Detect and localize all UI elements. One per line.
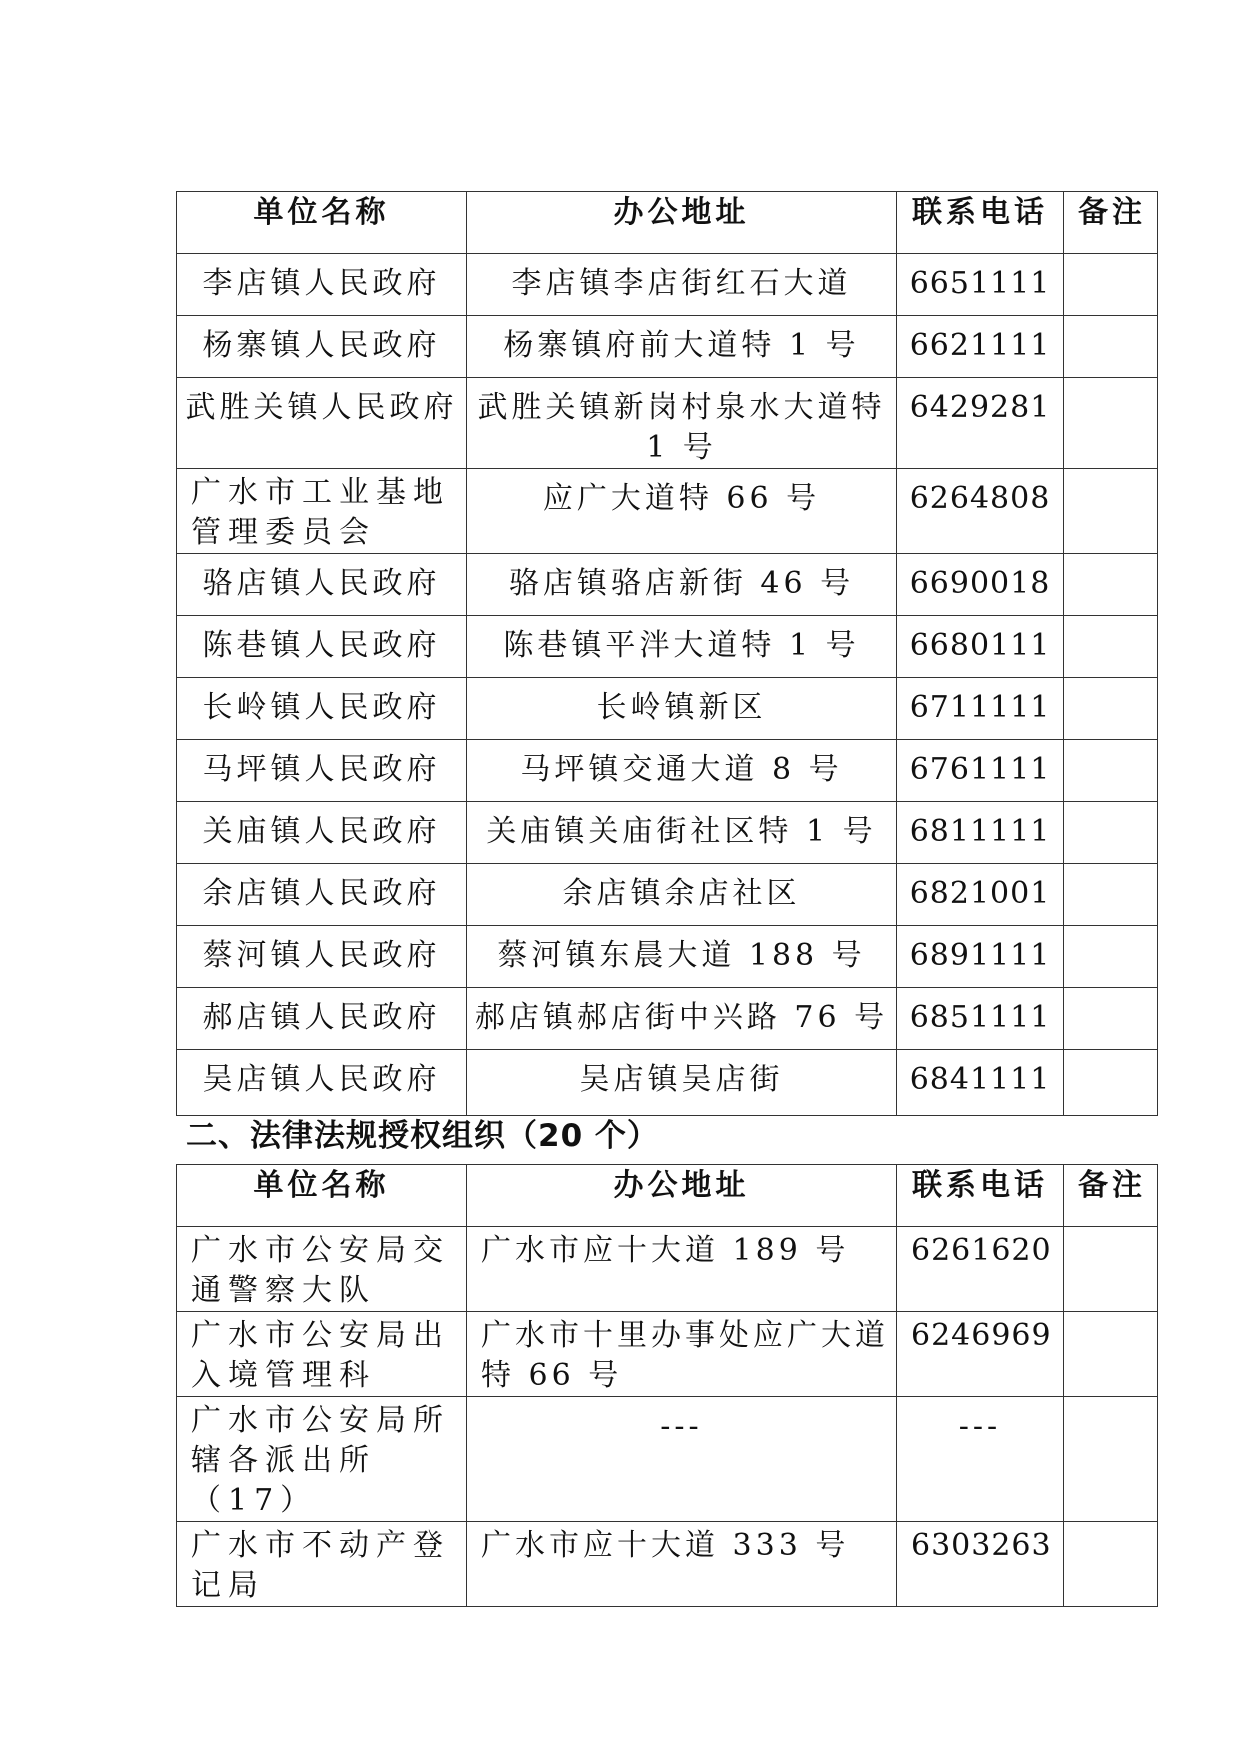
- cell-phone: 6891111: [897, 926, 1064, 988]
- cell-phone: 6761111: [897, 740, 1064, 802]
- cell-name: 广水市公安局交通警察大队: [177, 1227, 467, 1312]
- cell-note: [1064, 316, 1158, 378]
- table-row: [177, 316, 1158, 378]
- header-address: 办公地址: [467, 1165, 897, 1227]
- cell-phone: ---: [897, 1397, 1064, 1522]
- table-row: [177, 554, 1158, 616]
- table-header-row: [177, 192, 1158, 254]
- table-row: [177, 740, 1158, 802]
- cell-name: 关庙镇人民政府: [177, 802, 467, 864]
- cell-name: 杨寨镇人民政府: [177, 316, 467, 378]
- section-title: 二、法律法规授权组织（20 个）: [186, 1118, 659, 1154]
- cell-note: [1064, 740, 1158, 802]
- cell-note: [1064, 678, 1158, 740]
- cell-note: [1064, 1397, 1158, 1522]
- cell-note: [1064, 1227, 1158, 1312]
- cell-address: 关庙镇关庙街社区特 1 号: [467, 802, 897, 864]
- cell-phone: 6651111: [897, 254, 1064, 316]
- cell-address: 杨寨镇府前大道特 1 号: [467, 316, 897, 378]
- cell-name: 郝店镇人民政府: [177, 988, 467, 1050]
- cell-name: 广水市公安局所辖各派出所（17）: [177, 1397, 467, 1522]
- header-address: 办公地址: [467, 192, 897, 254]
- cell-note: [1064, 469, 1158, 554]
- cell-phone: 6811111: [897, 802, 1064, 864]
- cell-name: 吴店镇人民政府: [177, 1050, 467, 1116]
- cell-name: 余店镇人民政府: [177, 864, 467, 926]
- cell-phone: 6711111: [897, 678, 1064, 740]
- table-row: [177, 864, 1158, 926]
- cell-phone: 6246969: [897, 1312, 1064, 1397]
- cell-name: 广水市公安局出入境管理科: [177, 1312, 467, 1397]
- cell-note: [1064, 926, 1158, 988]
- cell-address: 广水市应十大道 189 号: [467, 1227, 897, 1312]
- cell-address: 骆店镇骆店新街 46 号: [467, 554, 897, 616]
- cell-address: 郝店镇郝店街中兴路 76 号: [467, 988, 897, 1050]
- table-row: [177, 1522, 1158, 1607]
- cell-note: [1064, 864, 1158, 926]
- cell-name: 骆店镇人民政府: [177, 554, 467, 616]
- cell-address: 武胜关镇新岗村泉水大道特 1 号: [467, 378, 897, 469]
- cell-address: 余店镇余店社区: [467, 864, 897, 926]
- table-row: [177, 678, 1158, 740]
- agency-table-2: [176, 1164, 1158, 1607]
- table-row: [177, 1397, 1158, 1522]
- cell-phone: 6690018: [897, 554, 1064, 616]
- table-row: [177, 254, 1158, 316]
- header-name: 单位名称: [177, 192, 467, 254]
- cell-phone: 6680111: [897, 616, 1064, 678]
- cell-address: 吴店镇吴店街: [467, 1050, 897, 1116]
- table-row: [177, 378, 1158, 469]
- cell-address: 长岭镇新区: [467, 678, 897, 740]
- table-row: [177, 1312, 1158, 1397]
- cell-phone: 6303263: [897, 1522, 1064, 1607]
- cell-name: 武胜关镇人民政府: [177, 378, 467, 469]
- cell-note: [1064, 1522, 1158, 1607]
- cell-note: [1064, 1312, 1158, 1397]
- cell-address: 应广大道特 66 号: [467, 469, 897, 554]
- header-note: 备注: [1064, 1165, 1158, 1227]
- cell-note: [1064, 616, 1158, 678]
- cell-note: [1064, 802, 1158, 864]
- header-name: 单位名称: [177, 1165, 467, 1227]
- cell-phone: 6841111: [897, 1050, 1064, 1116]
- cell-phone: 6851111: [897, 988, 1064, 1050]
- table-row: [177, 469, 1158, 554]
- cell-note: [1064, 378, 1158, 469]
- cell-address: 广水市应十大道 333 号: [467, 1522, 897, 1607]
- cell-phone: 6261620: [897, 1227, 1064, 1312]
- table-header-row: [177, 1165, 1158, 1227]
- table-row: [177, 926, 1158, 988]
- cell-name: 广水市工业基地管理委员会: [177, 469, 467, 554]
- table-row: [177, 802, 1158, 864]
- cell-address: 广水市十里办事处应广大道特 66 号: [467, 1312, 897, 1397]
- cell-name: 长岭镇人民政府: [177, 678, 467, 740]
- cell-name: 李店镇人民政府: [177, 254, 467, 316]
- cell-address: 李店镇李店街红石大道: [467, 254, 897, 316]
- table-row: [177, 616, 1158, 678]
- cell-address: 马坪镇交通大道 8 号: [467, 740, 897, 802]
- header-note: 备注: [1064, 192, 1158, 254]
- cell-phone: 6429281: [897, 378, 1064, 469]
- cell-name: 陈巷镇人民政府: [177, 616, 467, 678]
- cell-name: 蔡河镇人民政府: [177, 926, 467, 988]
- table-row: [177, 1050, 1158, 1116]
- cell-phone: 6264808: [897, 469, 1064, 554]
- cell-address: ---: [467, 1397, 897, 1522]
- table-row: [177, 988, 1158, 1050]
- cell-note: [1064, 1050, 1158, 1116]
- cell-name: 马坪镇人民政府: [177, 740, 467, 802]
- cell-note: [1064, 254, 1158, 316]
- agency-table-1: [176, 191, 1158, 1116]
- header-phone: 联系电话: [897, 192, 1064, 254]
- cell-address: 蔡河镇东晨大道 188 号: [467, 926, 897, 988]
- cell-name: 广水市不动产登记局: [177, 1522, 467, 1607]
- cell-note: [1064, 554, 1158, 616]
- cell-address: 陈巷镇平泮大道特 1 号: [467, 616, 897, 678]
- cell-phone: 6621111: [897, 316, 1064, 378]
- table-row: [177, 1227, 1158, 1312]
- header-phone: 联系电话: [897, 1165, 1064, 1227]
- cell-note: [1064, 988, 1158, 1050]
- cell-phone: 6821001: [897, 864, 1064, 926]
